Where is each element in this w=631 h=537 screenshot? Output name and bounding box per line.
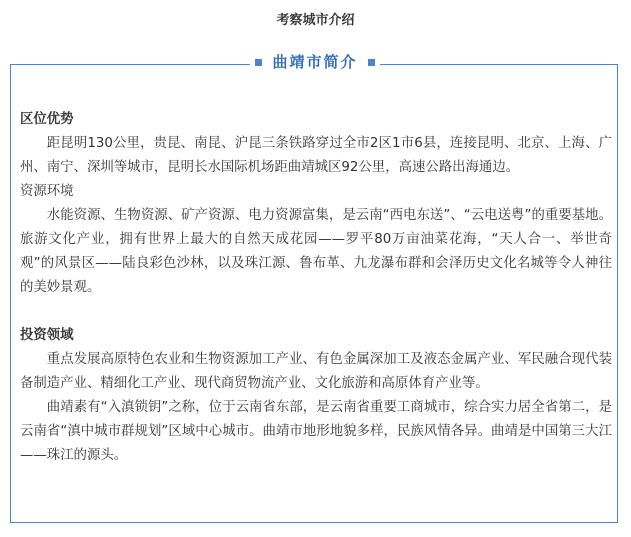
- investment-paragraph-2: 曲靖素有“入滇锁钥”之称，位于云南省东部，是云南省重要工商城市，综合实力居全省第二，是云南省“滇中城市群规划”区域中心城市。曲靖市地形地貌多样，民族风情各异。曲靖是中国第三大江——珠江的源头。: [20, 400, 612, 463]
- left-square-decoration: [255, 59, 262, 66]
- section-spacer: [20, 300, 612, 324]
- right-square-decoration: [368, 59, 375, 66]
- investment-paragraph-1: 重点发展高原特色农业和生物资源加工产业、有色金属深加工及液态金属产业、军民融合现代装备制造产业、精细化工产业、现代商贸物流产业、文化旅游和高原体育产业等。: [20, 352, 612, 391]
- panel-heading-title: 曲靖市简介: [272, 53, 358, 71]
- location-paragraph: 距昆明130公里，贵昆、南昆、沪昆三条铁路穿过全市2区1市6县，连接昆明、北京、上海、广州、南宁、深圳等城市，昆明长水国际机场距曲靖城区92公里，高速公路出海通边。: [20, 136, 612, 175]
- page-title: 考察城市介绍: [276, 13, 355, 28]
- section-heading-resources: 资源环境: [20, 184, 74, 199]
- panel-content: [20, 108, 612, 468]
- resources-paragraph: 水能资源、生物资源、矿产资源、电力资源富集，是云南“西电东送”、“云电送粤”的重要基地。旅游文化产业，拥有世界上最大的自然天成花园——罗平80万亩油菜花海，“天人合一、举世奇观”的风景区——陆良彩色沙林，以及珠江源、鲁布革、九龙瀑布群和会泽历史文化名城等令人神往的美妙景观。: [20, 208, 612, 295]
- section-heading-investment: 投资领域: [20, 328, 74, 343]
- section-heading-location: 区位优势: [20, 112, 74, 127]
- panel-heading: [250, 50, 380, 74]
